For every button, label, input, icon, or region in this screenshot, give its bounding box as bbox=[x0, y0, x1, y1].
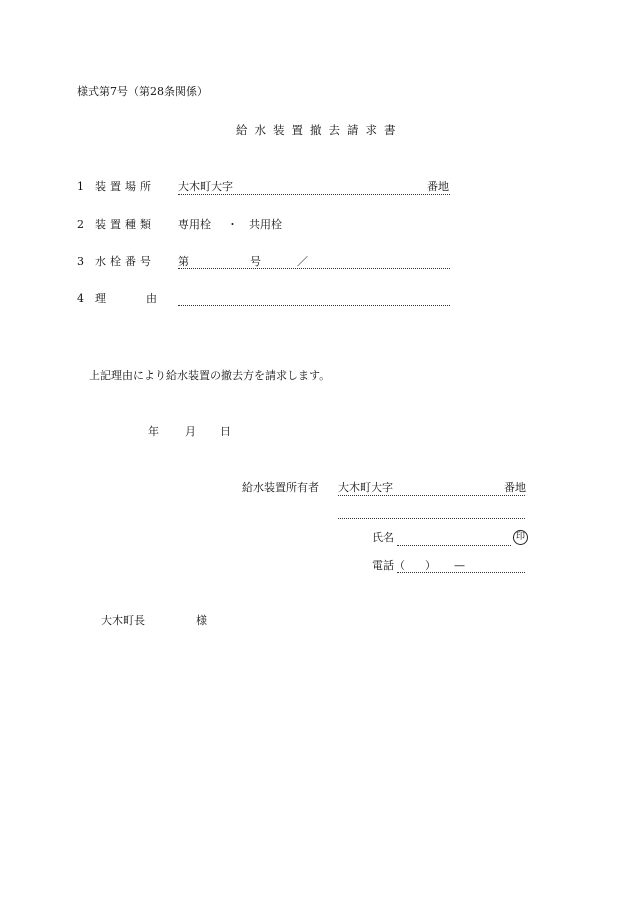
reason-field[interactable] bbox=[178, 305, 450, 306]
owner-address-suffix: 番地 bbox=[504, 481, 526, 494]
item-2-number: 2 bbox=[77, 218, 84, 231]
owner-label: 給水装置所有者 bbox=[242, 481, 319, 494]
phone-dash: — bbox=[454, 559, 465, 572]
owner-name-field[interactable] bbox=[397, 545, 511, 546]
location-prefix: 大木町大字 bbox=[178, 180, 233, 193]
date-month: 月 bbox=[185, 425, 196, 438]
addressee-name: 大木町長 bbox=[101, 614, 145, 627]
item-4-number: 4 bbox=[77, 292, 84, 305]
seal-mark: 印 bbox=[513, 530, 528, 545]
faucet-number-mid: 号 bbox=[250, 255, 261, 268]
addressee-honorific: 様 bbox=[196, 614, 207, 627]
item-3-number: 3 bbox=[77, 255, 84, 268]
option-separator: ・ bbox=[227, 218, 238, 231]
phone-close-paren: ） bbox=[425, 559, 436, 572]
owner-address-prefix: 大木町大字 bbox=[338, 481, 393, 494]
document-title: 給水装置撤去請求書 bbox=[236, 123, 403, 137]
item-1-label: 装置場所 bbox=[95, 180, 155, 193]
location-suffix: 番地 bbox=[427, 180, 449, 193]
item-4-label-a: 理 bbox=[95, 292, 106, 305]
faucet-number-field[interactable] bbox=[178, 268, 450, 269]
phone-label: 電話（ bbox=[372, 559, 405, 572]
item-3-label: 水栓番号 bbox=[95, 255, 155, 268]
item-4-label-b: 由 bbox=[146, 292, 157, 305]
faucet-number-prefix: 第 bbox=[178, 255, 189, 268]
item-1-number: 1 bbox=[77, 180, 84, 193]
option-dedicated[interactable]: 専用栓 bbox=[178, 218, 211, 231]
faucet-number-slash: ／ bbox=[297, 255, 308, 268]
form-number: 様式第7号（第28条関係） bbox=[77, 85, 208, 98]
date-day: 日 bbox=[220, 425, 231, 438]
location-field[interactable] bbox=[178, 194, 450, 195]
owner-address-line-2[interactable] bbox=[338, 518, 525, 519]
date-year: 年 bbox=[148, 425, 159, 438]
request-statement: 上記理由により給水装置の撤去方を請求します。 bbox=[89, 369, 331, 382]
owner-name-label: 氏名 bbox=[372, 531, 394, 544]
item-2-label: 装置種類 bbox=[95, 218, 155, 231]
owner-address-field[interactable] bbox=[338, 495, 525, 496]
option-shared[interactable]: 共用栓 bbox=[249, 218, 282, 231]
